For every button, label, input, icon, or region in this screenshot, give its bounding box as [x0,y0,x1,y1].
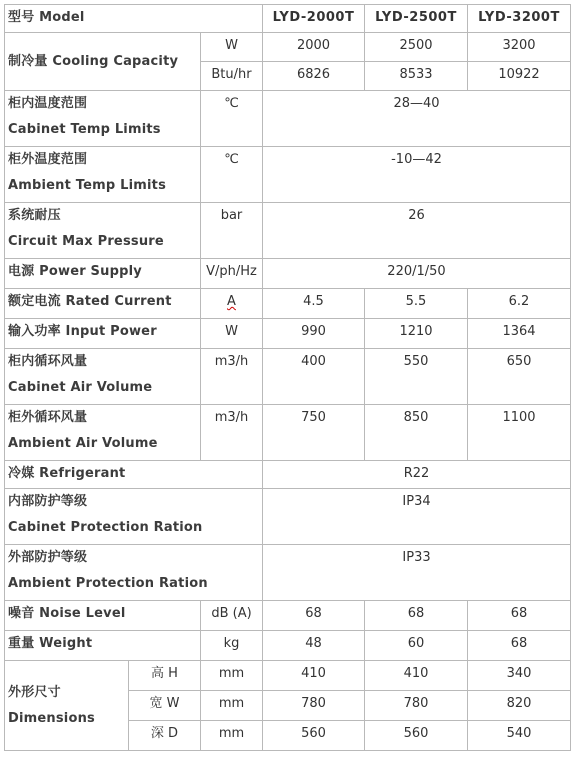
value-cell: 410 [263,661,365,691]
value-cell: 2000 [263,33,365,62]
dimensions-label [5,661,129,751]
value-cell: 8533 [365,62,468,91]
unit-cell: mm [201,661,263,691]
value-cell: 850 [365,405,468,461]
value-cell: 6.2 [468,289,571,319]
table-row [5,289,571,319]
label-cn: 柜内温度范围 [8,96,88,111]
value-cell: 220/1/50 [263,259,571,289]
unit-cell: m3/h [201,349,263,405]
label-cn: 外部防护等级 [8,550,88,565]
value-cell: 780 [263,691,365,721]
value-cell: 550 [365,349,468,405]
unit-cell: dB (A) [201,601,263,631]
value-cell: 1364 [468,319,571,349]
value-cell: 68 [468,631,571,661]
value-cell: 820 [468,691,571,721]
unit-cell: V/ph/Hz [201,259,263,289]
value-cell: -10—42 [263,147,571,203]
unit-cell: mm [201,691,263,721]
value-cell: 1100 [468,405,571,461]
unit-cell [201,289,263,319]
label-en: Cabinet Protection Ration [8,520,203,535]
value-cell: 990 [263,319,365,349]
table-row [5,601,571,631]
rated-current-label: 额定电流 Rated Current [5,289,201,319]
noise-label: 噪音 Noise Level [5,601,201,631]
label-en: Ambient Air Volume [8,436,158,451]
value-cell: 6826 [263,62,365,91]
value-cell: 68 [468,601,571,631]
value-cell: 68 [365,601,468,631]
table-row [5,349,571,405]
table-row [5,259,571,289]
value-cell: 60 [365,631,468,661]
label-cn: 柜外循环风量 [8,410,88,425]
header-row [5,5,571,33]
value-cell: 750 [263,405,365,461]
table-row [5,203,571,259]
cooling-label: 制冷量 Cooling Capacity [5,33,201,91]
table-row [5,405,571,461]
value-cell: 540 [468,721,571,751]
unit-text: A [227,294,236,309]
table-row [5,33,571,62]
label-en: Dimensions [8,710,95,726]
dimension-sublabel: 高 H [129,661,201,691]
unit-cell: bar [201,203,263,259]
value-cell: 2500 [365,33,468,62]
dimension-sublabel: 深 D [129,721,201,751]
value-cell: R22 [263,461,571,489]
label-cn: 系统耐压 [8,208,61,223]
unit-cell: W [201,319,263,349]
unit-cell: kg [201,631,263,661]
unit-cell: ℃ [201,91,263,147]
value-cell: 780 [365,691,468,721]
value-cell: 4.5 [263,289,365,319]
value-cell: IP33 [263,545,571,601]
table-row [5,489,571,545]
label-en: Ambient Protection Ration [8,576,208,591]
weight-label: 重量 Weight [5,631,201,661]
model-label: 型号 Model [5,5,263,33]
input-power-label: 输入功率 Input Power [5,319,201,349]
ambient-air-label [5,405,201,461]
value-cell: 68 [263,601,365,631]
unit-cell: W [201,33,263,62]
label-en: Circuit Max Pressure [8,234,164,249]
value-cell: 560 [365,721,468,751]
unit-cell: m3/h [201,405,263,461]
value-cell: 28—40 [263,91,571,147]
unit-cell: Btu/hr [201,62,263,91]
spec-table [4,4,571,751]
cabinet-protection-label [5,489,263,545]
power-supply-label: 电源 Power Supply [5,259,201,289]
value-cell: 560 [263,721,365,751]
value-cell: 5.5 [365,289,468,319]
unit-cell: ℃ [201,147,263,203]
model-header: LYD-3200T [468,5,571,33]
model-header: LYD-2000T [263,5,365,33]
value-cell: 410 [365,661,468,691]
value-cell: 650 [468,349,571,405]
label-en: Ambient Temp Limits [8,178,167,193]
cabinet-air-label [5,349,201,405]
value-cell: 10922 [468,62,571,91]
table-row [5,461,571,489]
ambient-protection-label [5,545,263,601]
cabinet-temp-label [5,91,201,147]
label-cn: 柜外温度范围 [8,152,88,167]
table-row [5,631,571,661]
ambient-temp-label [5,147,201,203]
value-cell: 48 [263,631,365,661]
model-header: LYD-2500T [365,5,468,33]
value-cell: 26 [263,203,571,259]
table-row [5,661,571,691]
value-cell: 340 [468,661,571,691]
value-cell: 400 [263,349,365,405]
label-cn: 内部防护等级 [8,494,88,509]
label-cn: 外形尺寸 [8,684,61,700]
label-cn: 柜内循环风量 [8,354,88,369]
value-cell: 3200 [468,33,571,62]
table-row [5,545,571,601]
value-cell: 1210 [365,319,468,349]
pressure-label [5,203,201,259]
table-row [5,319,571,349]
table-row [5,147,571,203]
dimension-sublabel: 宽 W [129,691,201,721]
value-cell: IP34 [263,489,571,545]
refrigerant-label: 冷媒 Refrigerant [5,461,263,489]
label-en: Cabinet Temp Limits [8,122,161,137]
unit-cell: mm [201,721,263,751]
label-en: Cabinet Air Volume [8,380,153,395]
table-row [5,91,571,147]
